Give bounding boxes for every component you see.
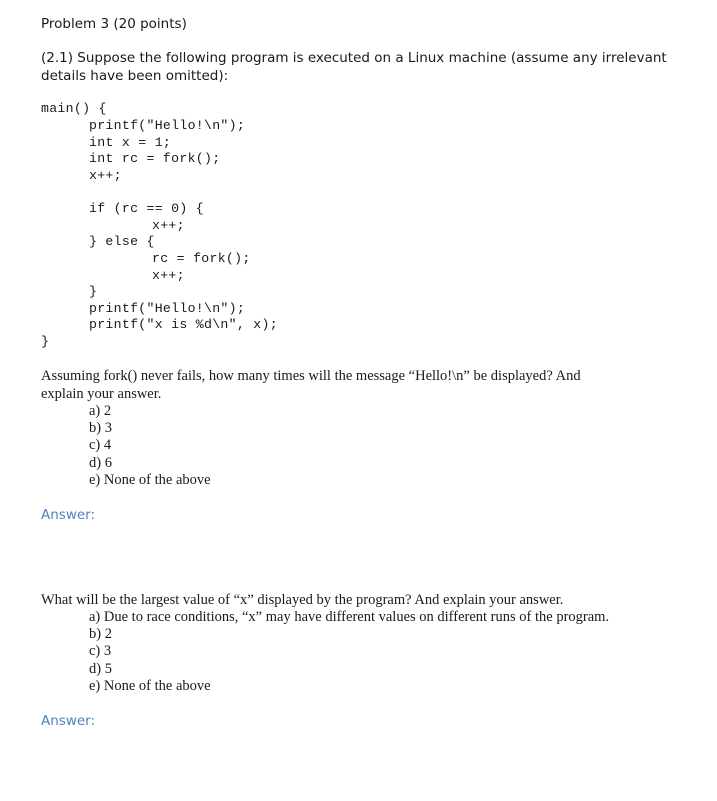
option-item: b) 2 — [89, 626, 112, 642]
option-item: a) Due to race conditions, “x” may have different values on different runs of the program. — [89, 609, 610, 625]
code-line: x++; — [89, 168, 122, 183]
code-line: main() { — [41, 101, 107, 116]
answer-label-1: Answer: — [41, 507, 96, 523]
intro-text-line1: (2.1) Suppose the following program is executed on a Linux machine (assume any irrelevant — [41, 50, 667, 66]
code-line: printf("x is %d\n", x); — [89, 317, 278, 332]
option-item: a) 2 — [89, 403, 112, 419]
code-line: printf("Hello!\n"); — [89, 118, 246, 133]
option-item: e) None of the above — [89, 678, 211, 694]
question-2: What will be the largest value of “x” displayed by the program? And explain your answer. — [41, 592, 564, 608]
question-1-line1: Assuming fork() never fails, how many times will the message “Hello!\n” be displayed? And — [41, 368, 581, 384]
code-line: } — [89, 284, 98, 299]
code-line: } — [41, 334, 50, 349]
option-item: e) None of the above — [89, 472, 211, 488]
code-line: rc = fork(); — [152, 251, 251, 266]
code-line: int x = 1; — [89, 135, 172, 150]
answer-label-2: Answer: — [41, 713, 96, 729]
code-line: } else { — [89, 234, 155, 249]
problem-title: Problem 3 (20 points) — [41, 16, 187, 32]
code-line: if (rc == 0) { — [89, 201, 204, 216]
code-line: int rc = fork(); — [89, 151, 221, 166]
option-item: d) 6 — [89, 455, 112, 471]
option-item: d) 5 — [89, 661, 112, 677]
question-1-line2: explain your answer. — [41, 386, 162, 402]
code-line: x++; — [152, 218, 185, 233]
code-line: x++; — [152, 268, 185, 283]
option-item: c) 4 — [89, 437, 112, 453]
intro-text-line2: details have been omitted): — [41, 68, 229, 84]
option-item: c) 3 — [89, 643, 112, 659]
code-line: printf("Hello!\n"); — [89, 301, 246, 316]
option-item: b) 3 — [89, 420, 112, 436]
